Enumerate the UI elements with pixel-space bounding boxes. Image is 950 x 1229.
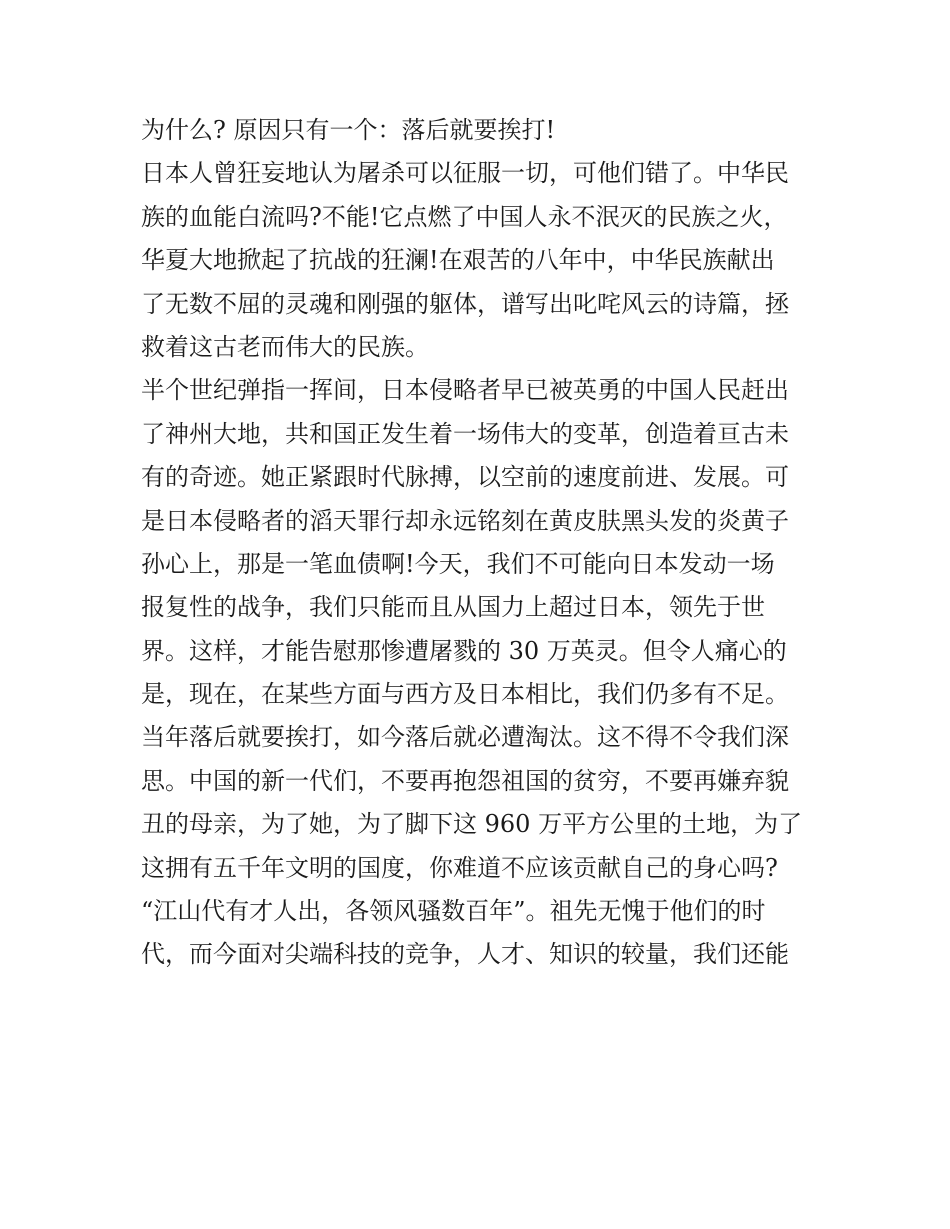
text-line: 代，而今面对尖端科技的竞争，人才、知识的较量，我们还能 [141, 940, 789, 969]
text-line: 为什么? 原因只有一个：落后就要挨打! [141, 116, 556, 144]
text-line: 是，现在，在某些方面与西方及日本相比，我们仍多有不足。 [141, 680, 789, 709]
text-line: 有的奇迹。她正紧跟时代脉搏，以空前的速度前进、发展。可 [141, 463, 789, 492]
text-line: 了无数不屈的灵魂和刚强的躯体，谱写出叱咤风云的诗篇，拯 [141, 289, 789, 318]
text-line: 日本人曾狂妄地认为屠杀可以征服一切，可他们错了。中华民 [141, 159, 789, 188]
text-line: 华夏大地掀起了抗战的狂澜!在艰苦的八年中，中华民族献出 [141, 246, 775, 275]
text-line: 孙心上，那是一笔血债啊!今天，我们不可能向日本发动一场 [141, 549, 775, 578]
text-line: 当年落后就要挨打，如今落后就必遭淘汰。这不得不令我们深 [141, 723, 789, 752]
text-line: 了神州大地，共和国正发生着一场伟大的变革，创造着亘古未 [141, 419, 789, 448]
text-line: 这拥有五千年文明的国度，你难道不应该贡献自己的身心吗? [141, 853, 778, 882]
text-line: 是日本侵略者的滔天罪行却永远铭刻在黄皮肤黑头发的炎黄子 [141, 506, 789, 535]
body-text [141, 109, 821, 977]
text-line: “江山代有才人出，各领风骚数百年”。祖先无愧于他们的时 [141, 897, 766, 926]
text-line: 族的血能白流吗?不能!它点燃了中国人永不泯灭的民族之火， [141, 202, 788, 231]
text-line: 报复性的战争，我们只能而且从国力上超过日本，领先于世 [141, 593, 765, 622]
text-line: 界。这样，才能告慰那惨遭屠戮的 30 万英灵。但令人痛心的 [141, 636, 787, 665]
text-line: 救着这古老而伟大的民族。 [141, 332, 429, 361]
text-line: 思。中国的新一代们，不要再抱怨祖国的贫穷，不要再嫌弃貌 [141, 766, 789, 795]
text-line: 半个世纪弹指一挥间，日本侵略者早已被英勇的中国人民赶出 [141, 376, 789, 405]
text-line: 丑的母亲，为了她，为了脚下这 960 万平方公里的土地，为了 [141, 810, 803, 839]
